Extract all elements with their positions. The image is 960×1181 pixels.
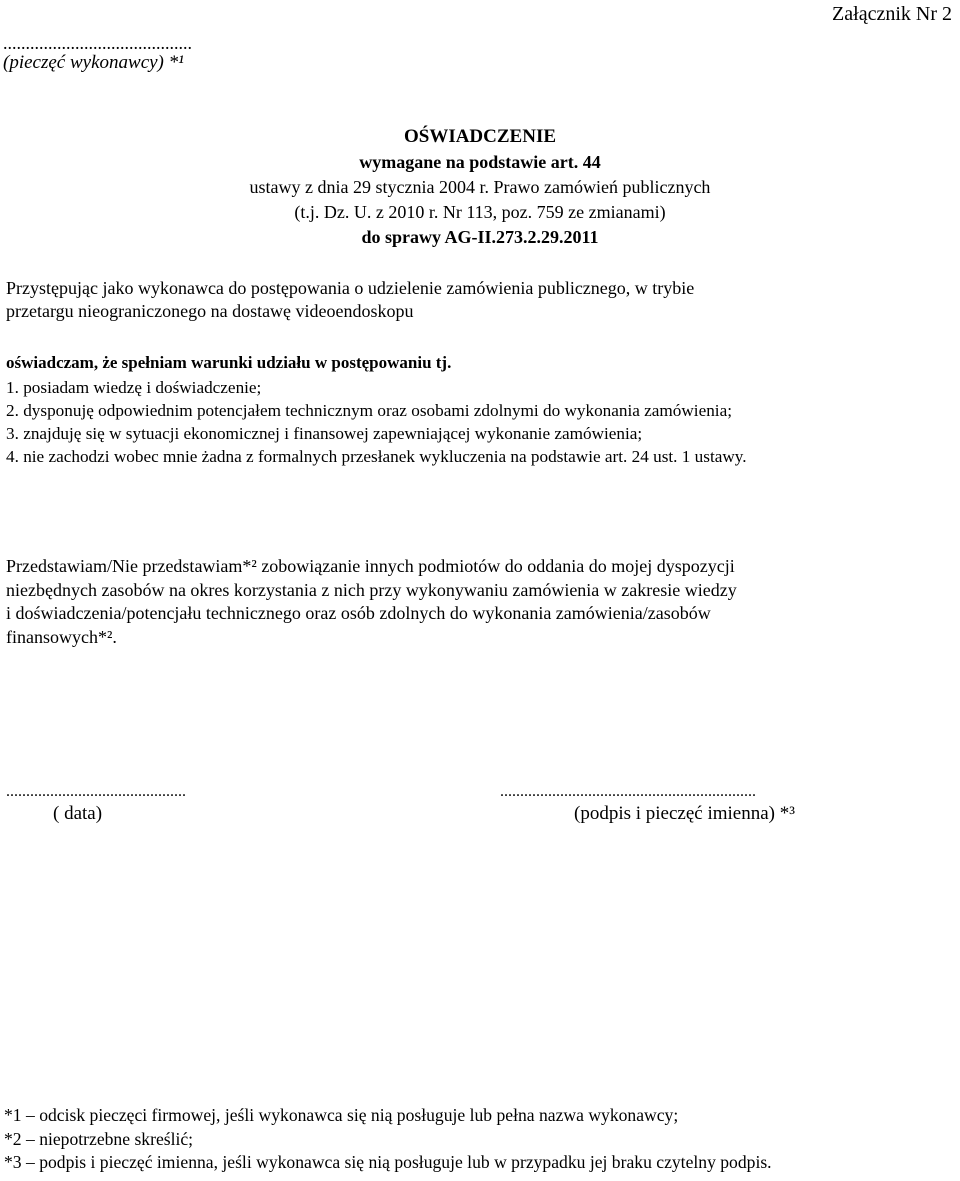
declaration-statement: oświadczam, że spełniam warunki udziału w postępowaniu tj. [6,353,452,372]
footnote-item: *2 – niepotrzebne skreślić; [4,1128,194,1149]
stamp-dotted-line: .......................................... [3,33,192,53]
document-title: OŚWIADCZENIE [403,126,557,147]
conditions-list [6,376,747,468]
intro-line: Przystępując jako wykonawca do postępowania o udzielenie zamówienia publicznego, w trybie [6,278,695,298]
footnotes [4,1104,772,1175]
presentation-paragraph [6,555,737,649]
date-label: ( data) [53,803,103,824]
intro-paragraph [6,277,694,323]
annex-label: Załącznik Nr 2 [832,3,952,25]
presentation-line: finansowych*². [6,626,117,647]
stamp-label: (pieczęć wykonawcy) *¹ [3,52,184,73]
heading-act-name: ustawy z dnia 29 stycznia 2004 r. Prawo zamówień publicznych [249,177,711,197]
signature-dotted-line: ................................................................ [500,783,756,800]
heading-case-number: do sprawy AG-II.273.2.29.2011 [361,227,599,247]
document-heading [0,124,960,250]
intro-line: przetargu nieograniczonego na dostawę videoendoskopu [6,301,414,321]
footnote-item: *3 – podpis i pieczęć imienna, jeśli wykonawca się nią posługuje lub w przypadku jej braku czytelny podpis. [4,1152,772,1172]
condition-item: 4. nie zachodzi wobec mnie żadna z formalnych przesłanek wykluczenia na podstawie art. 24 ust. 1 ustawy. [6,447,747,466]
condition-item: 1. posiadam wiedzę i doświadczenie; [6,378,262,397]
heading-journal-ref: (t.j. Dz. U. z 2010 r. Nr 113, poz. 759 ze zmianami) [294,202,666,222]
condition-item: 3. znajduję się w sytuacji ekonomicznej i finansowej zapewniającej wykonanie zamówienia; [6,424,643,443]
footnote-item: *1 – odcisk pieczęci firmowej, jeśli wykonawca się nią posługuje lub pełna nazwa wykonawcy; [4,1105,679,1125]
presentation-line: i doświadczenia/potencjału technicznego oraz osób zdolnych do wykonania zamówienia/zasobów [6,603,711,623]
heading-legal-basis: wymagane na podstawie art. 44 [359,152,601,172]
condition-item: 2. dysponuję odpowiednim potencjałem technicznym oraz osobami zdolnymi do wykonania zamówienia; [6,401,732,420]
date-dotted-line: ............................................. [6,783,186,800]
presentation-line: niezbędnych zasobów na okres korzystania z nich przy wykonywaniu zamówienia w zakresie wiedzy [6,579,737,600]
presentation-line: Przedstawiam/Nie przedstawiam*² zobowiązanie innych podmiotów do oddania do mojej dyspozycji [6,556,735,576]
signature-label: (podpis i pieczęć imienna) *³ [574,803,795,824]
